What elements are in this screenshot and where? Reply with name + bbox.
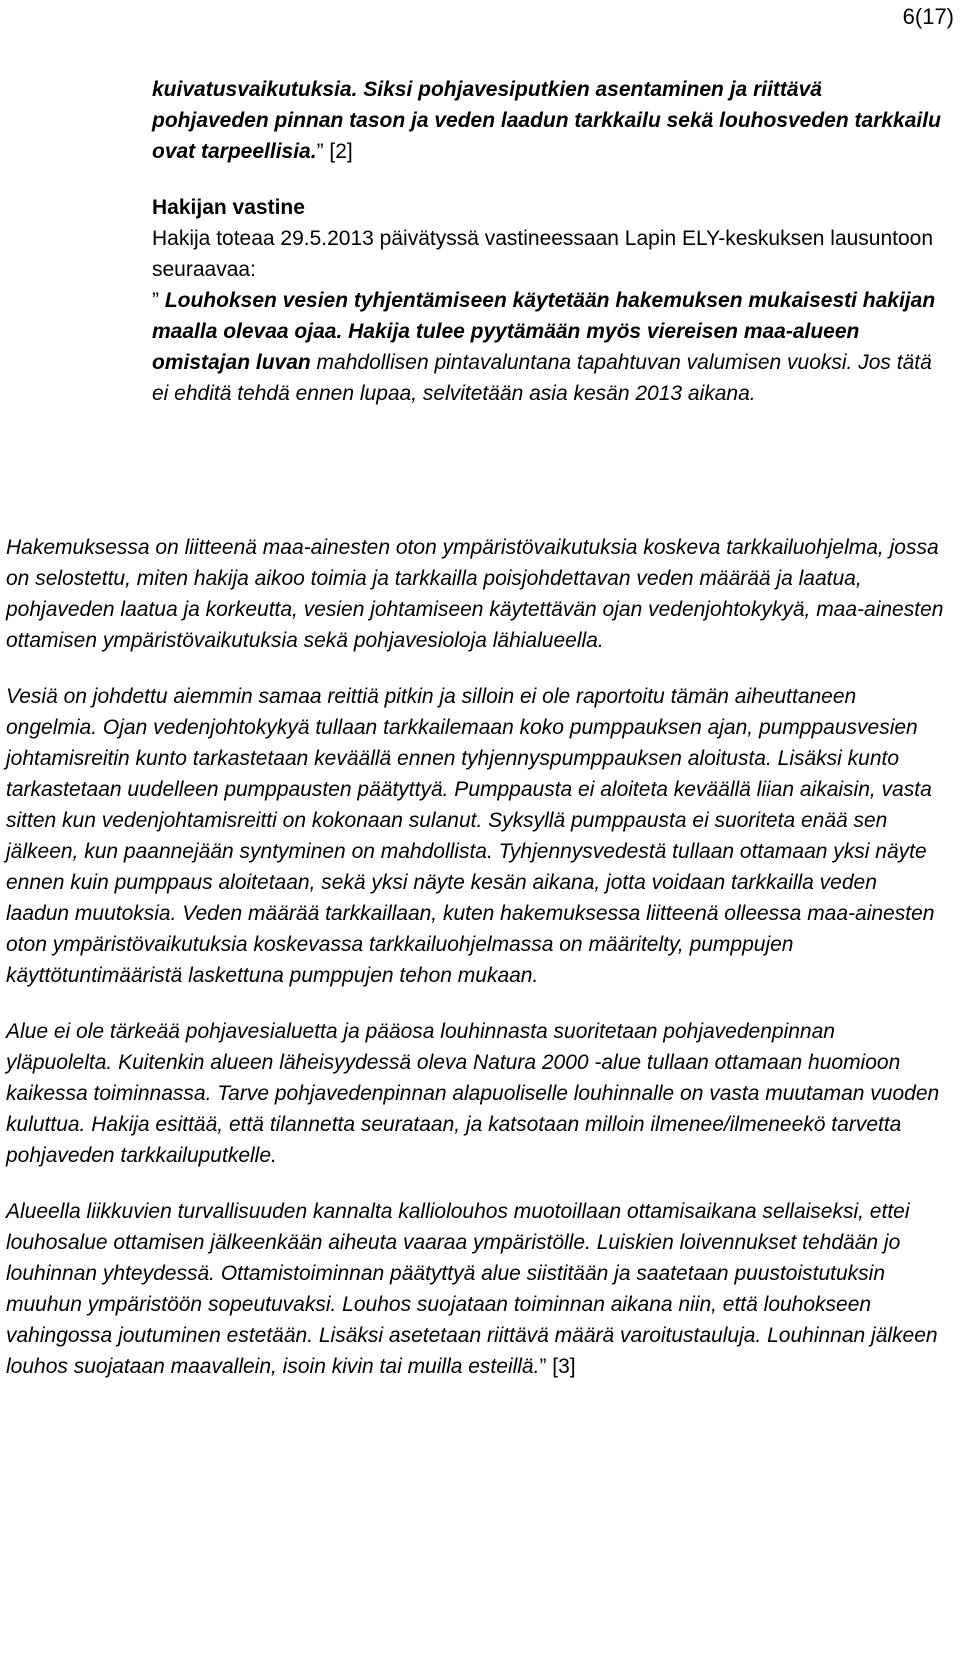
quote-1-reference: ” [2] [316,140,353,163]
body-paragraph-3: Alue ei ole tärkeää pohjavesialuetta ja pääosa louhinnasta suoritetaan pohjavedenpinnan yläpuolelta. Kuitenkin alueen läheisyydessä oleva Natura 2000 -alue tullaan ottamaan huomioon kaikessa toiminnassa. Tarve pohjavedenpinnan alapuoliselle louhinnalle on vasta muutaman vuoden kuluttua. Hakija esittää, että tilannetta seurataan, ja katsotaan milloin ilmenee/ilmeneekö tarvetta pohjaveden tarkkailuputkelle. [6,1020,940,1167]
quote-1-text: kuivatusvaikutuksia. Siksi pohjavesiputkien asentaminen ja riittävä pohjaveden pinnan tason ja veden laadun tarkkailu sekä louhosveden tarkkailu ovat tarpeellisia. [152,78,941,163]
response-quote-italic: mahdollisen pintavaluntana tapahtuvan valumisen vuoksi. Jos tätä ei ehditä tehdä ennen lupaa, selvitetään asia kesän 2013 aikana. [152,351,932,405]
page-number: 6(17) [902,4,954,29]
body-paragraph-4-text: Alueella liikkuvien turvallisuuden kannalta kalliolouhos muotoillaan ottamisaikana sellaiseksi, ettei louhosalue ottamisen jälkeenkään aiheuta vaaraa ympäristölle. Luiskien loivennukset tehdään jo louhinnan yhteydessä. Ottamistoiminnan päätyttyä alue siistitään ja saatetaan puustoistutuksin muuhun ympäristöön sopeutuvaksi. Louhos suojataan toiminnan aikana niin, että louhokseen vahingossa joutuminen estetään. Lisäksi asetetaan riittävä määrä varoitustauluja. Louhinnan jälkeen louhos suojataan maavallein, isoin kivin tai muilla esteillä. [6,1200,938,1378]
section-heading: Hakijan vastine [152,196,305,219]
final-reference: ” [3] [539,1355,576,1378]
body-paragraph-4 [6,1196,944,1382]
response-intro: Hakija toteaa 29.5.2013 päivätyssä vastineessaan Lapin ELY-keskuksen lausuntoon seuraavaa: [152,227,934,281]
indented-quote-block [152,74,942,409]
response-quote [152,285,942,409]
body-paragraph-2: Vesiä on johdettu aiemmin samaa reittiä pitkin ja silloin ei ole raportoitu tämän aiheuttaneen ongelmia. Ojan vedenjohtokykyä tullaan tarkkailemaan koko pumppauksen ajan, pumppausvesien johtamisreitin kunto tarkastetaan keväällä ennen tyhjennyspumppauksen aloitusta. Lisäksi kunto tarkastetaan uudelleen pumppausten päätyttyä. Pumppausta ei aloiteta keväällä liian aikaisin, vasta sitten kun vedenjohtamisreitti on kokonaan sulanut. Syksyllä pumppausta ei suoriteta enää sen jälkeen, kun paannejään syntyminen on mahdollista. Tyhjennysvedestä tullaan ottamaan yksi näyte ennen kuin pumppaus aloitetaan, sekä yksi näyte kesän aikana, jotta voidaan tarkkailla veden laadun muutoksia. Veden määrää tarkkaillaan, kuten hakemuksessa liitteenä olleessa maa-ainesten oton ympäristövaikutuksia koskevassa tarkkailuohjelmassa on määritelty, pumppujen käyttötuntimääristä laskettuna pumppujen tehon mukaan. [6,685,935,987]
quote-paragraph-1 [152,74,942,167]
main-body [6,532,944,1382]
response-quote-bold: Louhoksen vesien tyhjentämiseen käytetään hakemuksen mukaisesti hakijan maalla olevaa ojaa. Hakija tulee pyytämään myös viereisen maa-alueen omistajan luvan [152,289,936,374]
body-paragraph-1: Hakemuksessa on liitteenä maa-ainesten oton ympäristövaikutuksia koskeva tarkkailuohjelma, jossa on selostettu, miten hakija aikoo toimia ja tarkkailla poisjohdettavan veden määrää ja laatua, pohjaveden laatua ja korkeutta, vesien johtamiseen käytettävän ojan vedenjohtokykyä, maa-ainesten ottamisen ympäristövaikutuksia sekä pohjavesioloja lähialueella. [6,536,944,652]
quote-open-mark: ” [152,289,165,312]
